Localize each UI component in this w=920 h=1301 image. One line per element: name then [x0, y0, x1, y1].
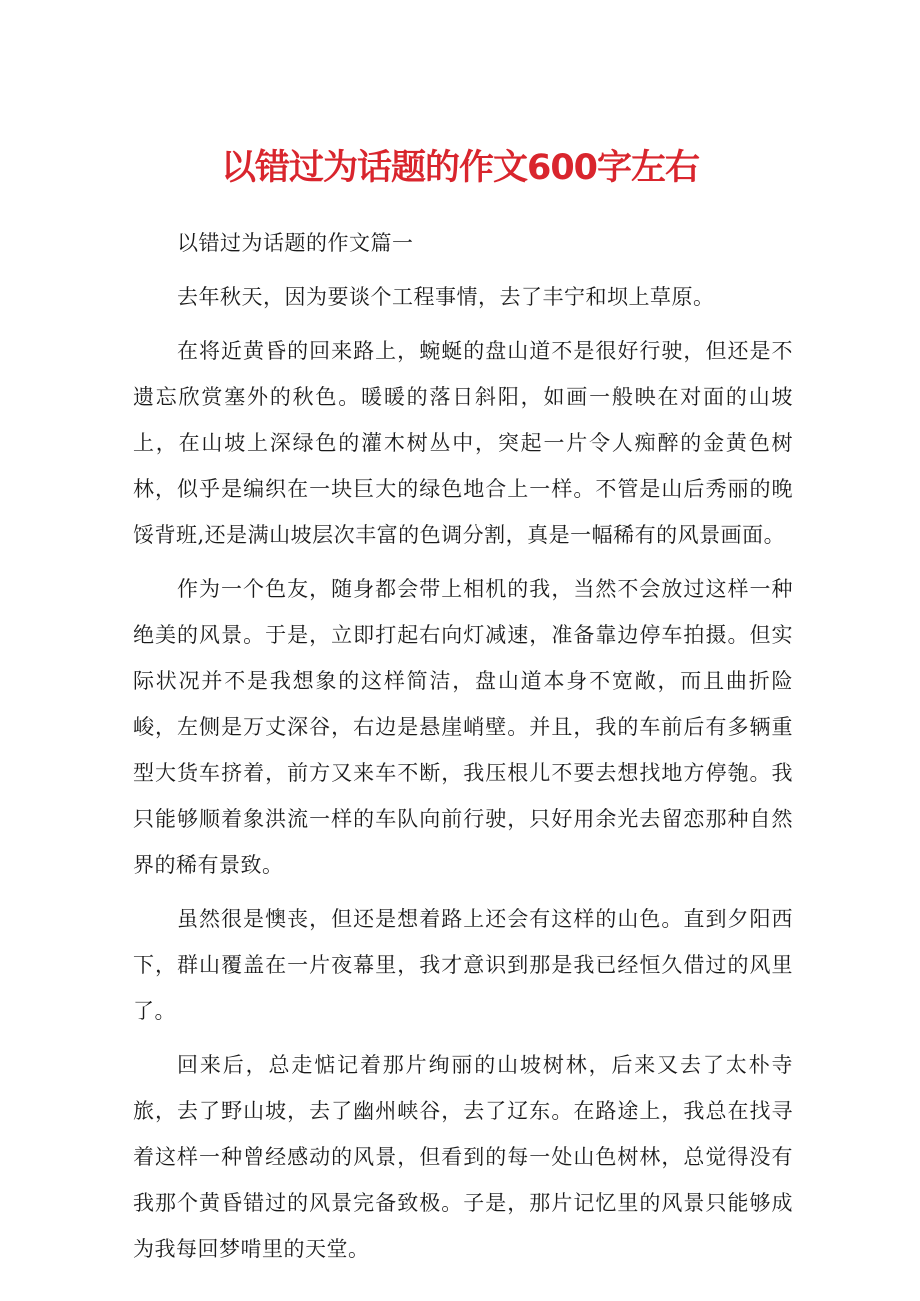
document-title: 以错过为话题的作文600字左右	[220, 148, 700, 188]
paragraph-4: 虽然很是懊丧，但还是想着路上还会有这样的山色。直到夕阳西下，群山覆盖在一片夜幕里，我才意识到那是我已经恒久借过的风里了。	[133, 907, 793, 1023]
essay-subtitle: 以错过为话题的作文篇一	[177, 231, 414, 255]
paragraph-3: 作为一个色友，随身都会带上相机的我，当然不会放过这样一种绝美的风景。于是，立即打起右向灯减速，准备靠边停车拍摄。但实际状况并不是我想象的这样简洁，盘山道本身不宽敞，而且曲折险峻，左侧是万丈深谷，右边是悬崖峭壁。并且，我的车前后有多辆重型大货车挤着，前方又来车不断，我压根儿不要去想找地方停匏。我只能够顺着象洪流一样的车队向前行驶，只好用余光去留恋那种自然界的稀有景致。	[133, 577, 793, 877]
paragraph-2: 在将近黄昏的回来路上，蜿蜒的盘山道不是很好行驶，但还是不遗忘欣赏塞外的秋色。暖暖的落日斜阳，如画一般映在对面的山坡上，在山坡上深绿色的灌木树丛中，突起一片令人痴醉的金黄色树林，似乎是编织在一块巨大的绿色地合上一样。不管是山后秀丽的晚馁背班,还是满山坡层次丰富的色调分割，真是一幅稀有的风景画面。	[133, 339, 793, 547]
document-body	[133, 220, 793, 1280]
paragraph-1: 去年秋天，因为要谈个工程事情，去了丰宁和坝上草原。	[177, 285, 715, 309]
paragraph-5: 回来后，总走惦记着那片绚丽的山坡树林，后来又去了太朴寺旅，去了野山坡，去了幽州峡谷，去了辽东。在路途上，我总在找寻着这样一种曾经感动的风景，但看到的每一处山色树林，总觉得没有我那个黄昏错过的风景完备致极。子是，那片记忆里的风景只能够成为我每回梦啃里的天堂。	[133, 1053, 793, 1261]
